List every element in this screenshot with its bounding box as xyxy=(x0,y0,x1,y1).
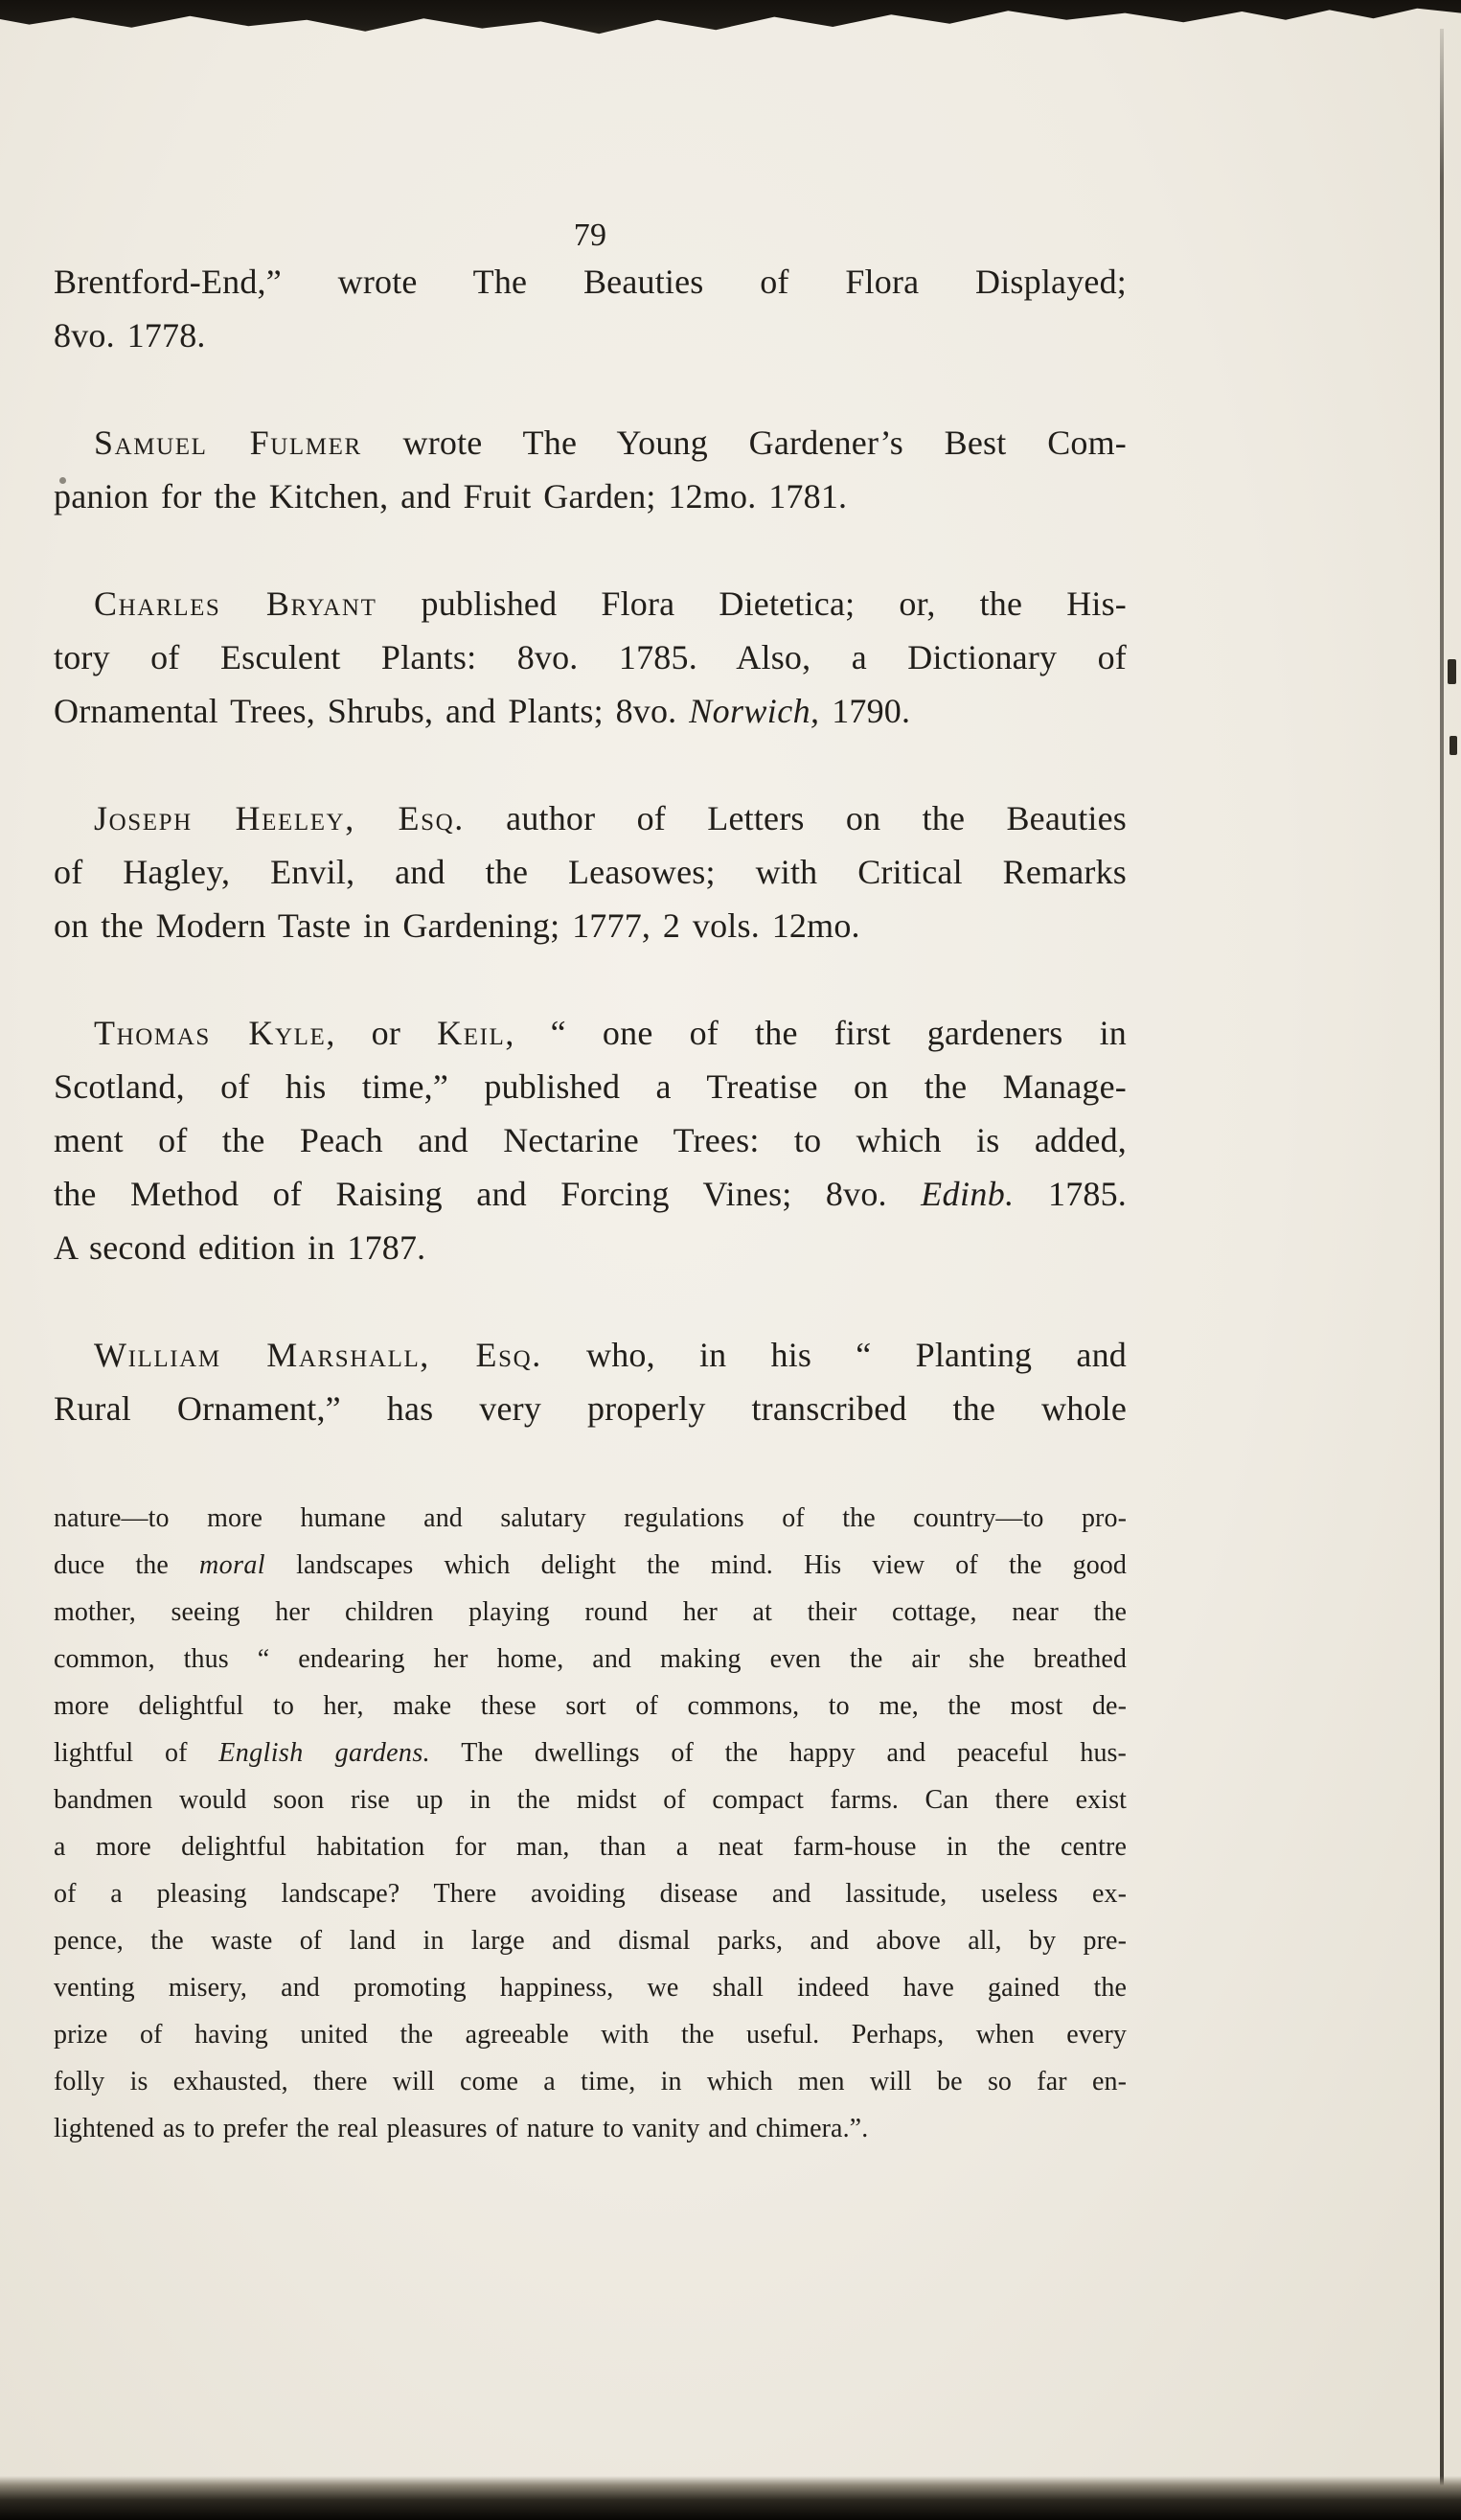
page-number: 79 xyxy=(573,218,607,253)
text-run: nature—to more humane and salutary regulations of the country—to pro- xyxy=(54,1503,1127,1533)
text-run: bandmen would soon rise up in the midst of compact farms. Can there exist xyxy=(54,1785,1127,1815)
small-caps-name: William Marshall, Esq. xyxy=(94,1336,542,1374)
text-line xyxy=(54,1636,1127,1683)
small-caps-name: Samuel Fulmer xyxy=(94,424,362,462)
scan-dark-edge-bottom xyxy=(0,2476,1461,2520)
text-line xyxy=(54,470,1127,523)
text-line xyxy=(54,684,1127,738)
text-run: venting misery, and promoting happiness, we shall indeed have gained the xyxy=(54,1973,1127,2003)
text-run: The dwellings of the happy and peaceful hus- xyxy=(430,1738,1127,1768)
text-line xyxy=(54,1776,1127,1823)
text-line xyxy=(54,416,1127,470)
text-line xyxy=(54,1328,1127,1382)
text-line xyxy=(54,1730,1127,1776)
text-line xyxy=(54,1382,1127,1435)
text-run: 1790. xyxy=(819,692,911,730)
text-run: published Flora Dietetica; or, the His- xyxy=(377,584,1127,623)
text-run: lightful of xyxy=(54,1738,219,1768)
text-run: landscapes which delight the mind. His view of the good xyxy=(264,1550,1128,1580)
italic-text: moral xyxy=(199,1550,265,1580)
text-line xyxy=(54,1683,1127,1730)
text-line xyxy=(54,1964,1127,2011)
text-run: ment of the Peach and Nectarine Trees: to which is added, xyxy=(54,1121,1127,1159)
text-run: Ornamental Trees, Shrubs, and Plants; 8vo. xyxy=(54,692,690,730)
text-run: author of Letters on the Beauties xyxy=(464,799,1128,837)
text-line xyxy=(54,255,1127,309)
text-run: Scotland, of his time,” published a Treatise on the Manage- xyxy=(54,1067,1127,1106)
text-run: prize of having united the agreeable with the useful. Perhaps, when every xyxy=(54,2020,1127,2050)
text-line xyxy=(54,1823,1127,1870)
text-run: a more delightful habitation for man, than a neat farm-house in the centre xyxy=(54,1832,1127,1862)
text-run: tory of Esculent Plants: 8vo. 1785. Also, a Dictionary of xyxy=(54,638,1127,676)
paragraph-thomas-kyle xyxy=(54,1006,1127,1274)
text-run: who, in his “ Planting and xyxy=(541,1336,1127,1374)
text-run: more delightful to her, make these sort of commons, to me, the most de- xyxy=(54,1691,1127,1721)
text-line xyxy=(54,1006,1127,1060)
text-line xyxy=(54,1060,1127,1113)
paragraph-brentford-end xyxy=(54,255,1127,362)
text-line xyxy=(54,791,1127,845)
text-line xyxy=(54,1113,1127,1167)
text-run: mother, seeing her children playing round her at their cottage, near the xyxy=(54,1597,1127,1627)
text-run: of a pleasing landscape? There avoiding disease and lassitude, useless ex- xyxy=(54,1879,1127,1909)
italic-text: English gardens. xyxy=(218,1738,431,1768)
text-line xyxy=(54,2011,1127,2058)
text-line xyxy=(54,1870,1127,1917)
text-run: , “ one of the first gardeners in xyxy=(505,1014,1127,1052)
text-run: panion for the Kitchen, and Fruit Garden; 12mo. 1781. xyxy=(54,477,848,515)
italic-text: Edinb. xyxy=(921,1175,1015,1213)
text-run: the Method of Raising and Forcing Vines; 8vo. xyxy=(54,1175,922,1213)
text-run: Rural Ornament,” has very properly transcribed the whole xyxy=(54,1389,1127,1428)
text-run: wrote The Young Gardener’s Best Com- xyxy=(361,424,1127,462)
text-line xyxy=(54,1495,1127,1542)
small-caps-name: Joseph Heeley, Esq. xyxy=(94,799,465,837)
text-line xyxy=(54,1542,1127,1589)
text-line xyxy=(54,1589,1127,1636)
text-run: A second edition in 1787. xyxy=(54,1228,426,1267)
text-run: of Hagley, Envil, and the Leasowes; with Critical Remarks xyxy=(54,853,1127,891)
text-line xyxy=(54,845,1127,899)
text-run: lightened as to prefer the real pleasures of nature to vanity and chimera.”. xyxy=(54,2114,869,2143)
text-run: pence, the waste of land in large and dismal parks, and above all, by pre- xyxy=(54,1926,1127,1956)
text-run: Brentford-End,” wrote The Beauties of Flora Displayed; xyxy=(54,263,1127,301)
italic-text: Norwich, xyxy=(689,692,820,730)
page-text-block xyxy=(54,0,1127,2152)
text-line xyxy=(54,1221,1127,1274)
text-line xyxy=(54,2105,1127,2152)
text-line xyxy=(54,899,1127,952)
small-caps-name: Charles Bryant xyxy=(94,584,377,623)
paragraph-charles-bryant xyxy=(54,577,1127,738)
footnote-block xyxy=(54,1495,1127,2152)
scan-edge-mark xyxy=(1448,659,1456,684)
small-caps-name: Keil xyxy=(437,1014,506,1052)
paragraph-joseph-heeley xyxy=(54,791,1127,952)
text-run: folly is exhausted, there will come a time, in which men will be so far en- xyxy=(54,2067,1127,2096)
text-run: duce the xyxy=(54,1550,200,1580)
text-run: 8vo. 1778. xyxy=(54,316,206,355)
scan-page-edge-line xyxy=(1440,29,1444,2520)
text-run: , or xyxy=(326,1014,438,1052)
paragraph-samuel-fulmer xyxy=(54,416,1127,523)
text-line xyxy=(54,630,1127,684)
scan-edge-mark xyxy=(1450,736,1457,755)
text-line xyxy=(54,2058,1127,2105)
small-caps-name: Thomas Kyle xyxy=(94,1014,327,1052)
text-line xyxy=(54,1917,1127,1964)
paragraph-william-marshall xyxy=(54,1328,1127,1435)
text-run: common, thus “ endearing her home, and making even the air she breathed xyxy=(54,1644,1127,1674)
text-run: 1785. xyxy=(1014,1175,1127,1213)
text-line xyxy=(54,309,1127,362)
text-run: on the Modern Taste in Gardening; 1777, 2 vols. 12mo. xyxy=(54,906,860,945)
text-line xyxy=(54,1167,1127,1221)
text-line xyxy=(54,577,1127,630)
